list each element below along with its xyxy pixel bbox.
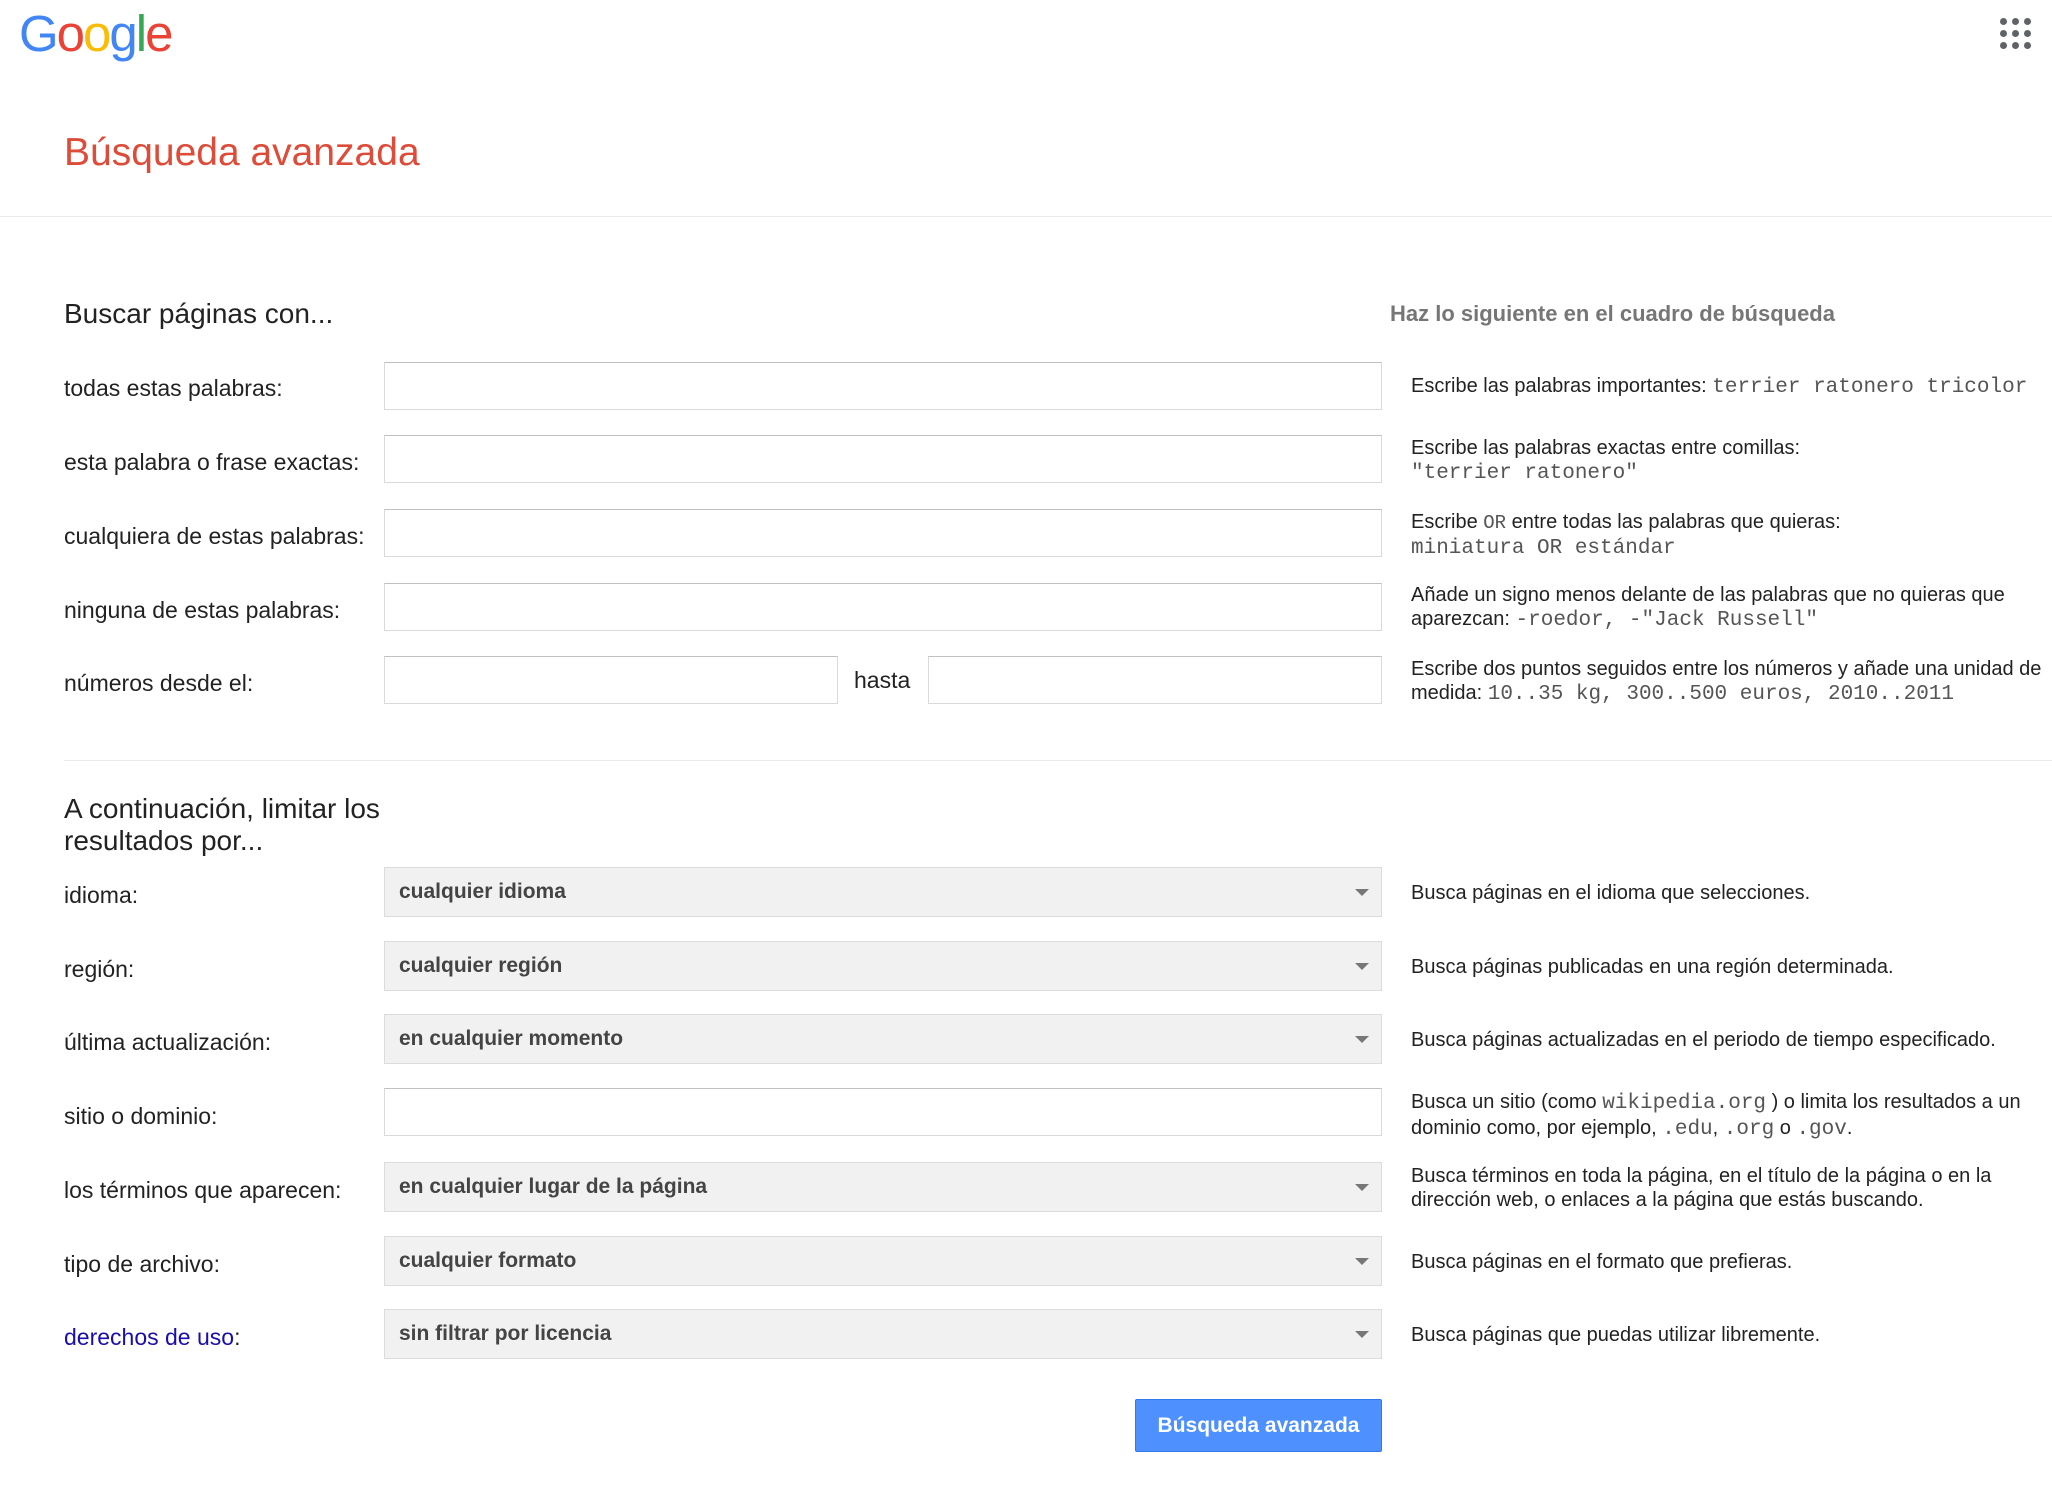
region-selected-value: cualquier región bbox=[399, 954, 563, 977]
numbers-from-input[interactable] bbox=[384, 656, 838, 704]
all-words-input[interactable] bbox=[384, 362, 1382, 410]
logo-letter-e: e bbox=[145, 5, 172, 62]
last-update-label: última actualización: bbox=[64, 1029, 272, 1055]
file-type-label: tipo de archivo: bbox=[64, 1251, 220, 1277]
any-words-tip bbox=[1411, 510, 2051, 561]
logo-letter-g2: g bbox=[109, 5, 136, 62]
language-tip: Busca páginas en el idioma que selecciones. bbox=[1411, 882, 1811, 904]
exact-phrase-input[interactable] bbox=[384, 435, 1382, 483]
last-update-select[interactable] bbox=[384, 1014, 1382, 1064]
none-words-tip bbox=[1411, 583, 2051, 633]
site-tip-example-4: .gov bbox=[1796, 1118, 1847, 1141]
page-title: Búsqueda avanzada bbox=[64, 131, 420, 174]
usage-rights-select[interactable] bbox=[384, 1309, 1382, 1359]
site-tip-example-2: .edu bbox=[1662, 1118, 1713, 1141]
last-update-selected-value: en cualquier momento bbox=[399, 1027, 624, 1050]
chevron-down-icon bbox=[1355, 1184, 1369, 1191]
numbers-to-input[interactable] bbox=[928, 656, 1382, 704]
region-tip: Busca páginas publicadas en una región determinada. bbox=[1411, 956, 1894, 978]
site-domain-input[interactable] bbox=[384, 1088, 1382, 1136]
none-words-label: ninguna de estas palabras: bbox=[64, 597, 341, 623]
logo-letter-o1: o bbox=[56, 5, 84, 62]
site-domain-tip bbox=[1411, 1090, 2051, 1142]
header-divider bbox=[0, 216, 2052, 217]
numbers-tip-example: 10..35 kg, 300..500 euros, 2010..2011 bbox=[1487, 683, 1954, 706]
language-selected-value: cualquier idioma bbox=[399, 880, 566, 903]
site-tip-text-1: Busca un sitio (como bbox=[1411, 1091, 1603, 1113]
region-select[interactable] bbox=[384, 941, 1382, 991]
usage-rights-colon: : bbox=[234, 1324, 241, 1350]
exact-phrase-tip bbox=[1411, 436, 2051, 486]
instructions-heading: Haz lo siguiente en el cuadro de búsqueda bbox=[1390, 301, 1835, 326]
all-words-tip bbox=[1411, 374, 2051, 400]
find-pages-heading: Buscar páginas con... bbox=[64, 298, 334, 329]
all-words-tip-example: terrier ratonero tricolor bbox=[1712, 376, 2028, 399]
chevron-down-icon bbox=[1355, 889, 1369, 896]
narrow-results-heading bbox=[64, 793, 380, 857]
advanced-search-button[interactable]: Búsqueda avanzada bbox=[1135, 1399, 1382, 1452]
all-words-tip-text: Escribe las palabras importantes: bbox=[1411, 375, 1713, 397]
apps-grid-icon[interactable] bbox=[2000, 18, 2032, 50]
all-words-label: todas estas palabras: bbox=[64, 375, 283, 401]
exact-phrase-label: esta palabra o frase exactas: bbox=[64, 449, 360, 475]
terms-appear-label: los términos que aparecen: bbox=[64, 1177, 342, 1203]
narrow-results-heading-line2: resultados por... bbox=[64, 825, 264, 856]
none-words-tip-example: -roedor, -"Jack Russell" bbox=[1515, 609, 1818, 632]
logo-letter-o2: o bbox=[83, 5, 110, 62]
file-type-selected-value: cualquier formato bbox=[399, 1249, 577, 1272]
usage-rights-selected-value: sin filtrar por licencia bbox=[399, 1322, 612, 1345]
chevron-down-icon bbox=[1355, 963, 1369, 970]
numbers-tip bbox=[1411, 657, 2051, 707]
last-update-tip: Busca páginas actualizadas en el periodo de tiempo especificado. bbox=[1411, 1029, 1996, 1051]
usage-rights-link[interactable]: derechos de uso bbox=[64, 1324, 235, 1350]
site-tip-text-3: , bbox=[1712, 1117, 1724, 1139]
site-tip-text-4: o bbox=[1774, 1117, 1797, 1139]
site-tip-text-5: . bbox=[1846, 1117, 1853, 1139]
exact-phrase-tip-example: "terrier ratonero" bbox=[1411, 462, 1638, 485]
any-words-label: cualquiera de estas palabras: bbox=[64, 523, 365, 549]
chevron-down-icon bbox=[1355, 1258, 1369, 1265]
file-type-select[interactable] bbox=[384, 1236, 1382, 1286]
numbers-tip-text: Escribe dos puntos seguidos entre los números y añade una unidad de medida: bbox=[1411, 658, 2042, 704]
none-words-input[interactable] bbox=[384, 583, 1382, 631]
language-select[interactable] bbox=[384, 867, 1382, 917]
google-logo[interactable] bbox=[19, 5, 172, 62]
logo-letter-g: G bbox=[19, 5, 57, 62]
file-type-tip: Busca páginas en el formato que prefieras. bbox=[1411, 1251, 1793, 1273]
logo-letter-l: l bbox=[135, 5, 146, 62]
terms-appear-select[interactable] bbox=[384, 1162, 1382, 1212]
site-tip-example-3: .org bbox=[1723, 1118, 1775, 1141]
site-tip-example-1: wikipedia.org bbox=[1602, 1092, 1767, 1115]
any-words-tip-text-1: Escribe bbox=[1411, 511, 1484, 533]
chevron-down-icon bbox=[1355, 1331, 1369, 1338]
section-divider bbox=[64, 760, 2052, 761]
any-words-tip-or: OR bbox=[1483, 512, 1507, 534]
language-label: idioma: bbox=[64, 882, 139, 908]
any-words-tip-example: miniatura OR estándar bbox=[1411, 537, 1676, 560]
terms-appear-tip: Busca términos en toda la página, en el título de la página o en la dirección web, o enlaces a la página que estás buscando. bbox=[1411, 1165, 1992, 1211]
chevron-down-icon bbox=[1355, 1036, 1369, 1043]
narrow-results-heading-line1: A continuación, limitar los bbox=[64, 793, 380, 824]
any-words-input[interactable] bbox=[384, 509, 1382, 557]
usage-rights-tip: Busca páginas que puedas utilizar libremente. bbox=[1411, 1324, 1821, 1346]
none-words-tip-text: Añade un signo menos delante de las palabras que no quieras que aparezcan: bbox=[1411, 584, 2005, 630]
region-label: región: bbox=[64, 956, 135, 982]
site-domain-label: sitio o dominio: bbox=[64, 1103, 218, 1129]
site-tip-text-2: ) o limita los resultados a un dominio como, por ejemplo, bbox=[1411, 1091, 2021, 1139]
terms-appear-selected-value: en cualquier lugar de la página bbox=[399, 1175, 708, 1198]
numbers-from-label: números desde el: bbox=[64, 670, 254, 696]
any-words-tip-text-2: entre todas las palabras que quieras: bbox=[1506, 511, 1841, 533]
numbers-to-label: hasta bbox=[854, 667, 911, 693]
usage-rights-label bbox=[64, 1323, 240, 1351]
exact-phrase-tip-text: Escribe las palabras exactas entre comillas: bbox=[1411, 437, 1801, 459]
